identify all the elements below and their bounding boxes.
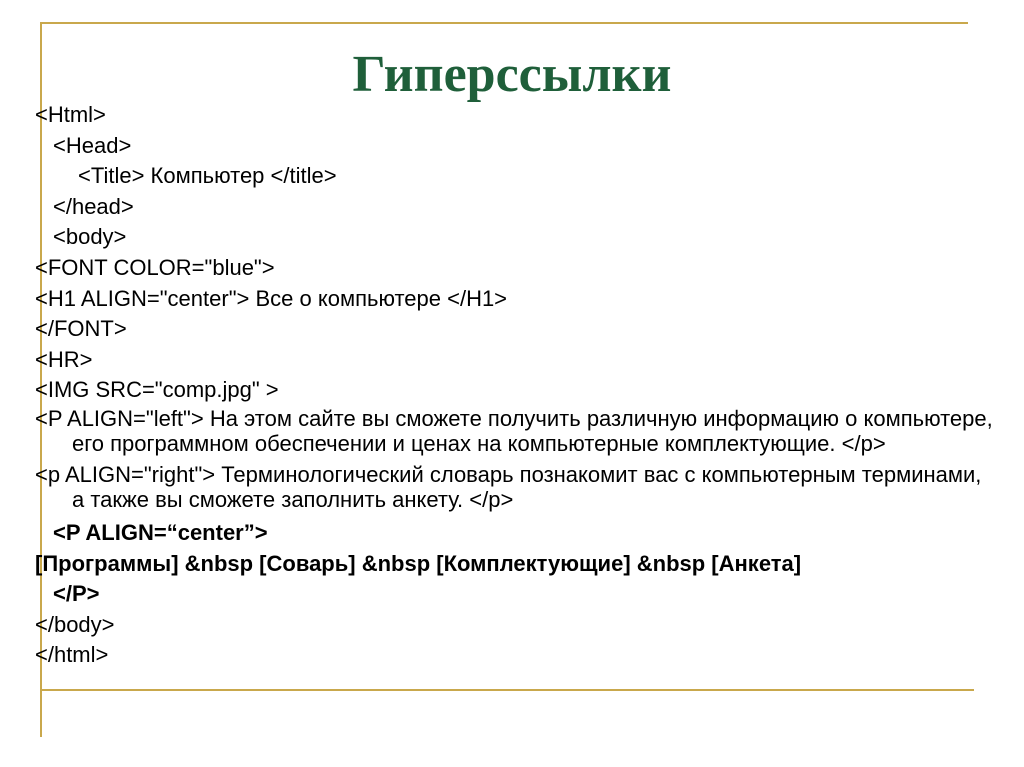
- code-line-body-close: </body>: [35, 611, 115, 637]
- code-line-paragraph-center-close: </P>: [53, 581, 100, 607]
- code-line-head-open: <Head>: [53, 132, 132, 158]
- code-line-html-close: </html>: [35, 642, 109, 668]
- code-line-body-open: <body>: [53, 224, 127, 250]
- code-line-html-open: <Html>: [35, 102, 106, 127]
- code-line-font-close: </FONT>: [35, 316, 127, 342]
- code-line-img: <IMG SRC="comp.jpg" >: [35, 377, 279, 403]
- slide-frame-top-line: [40, 22, 968, 24]
- code-line-head-close: </head>: [53, 193, 134, 219]
- code-line-links: [Программы] &nbsp [Соварь] &nbsp [Комплектующие] &nbsp [Анкета]: [35, 550, 802, 576]
- code-line-paragraph-center-open: <P ALIGN=“center”>: [53, 519, 268, 545]
- code-line-paragraph-right: <p ALIGN="right"> Терминологический словарь познакомит вас с компьютерным терминами, а также вы сможете заполнить анкету. </p>: [35, 461, 982, 513]
- code-line-font-open: <FONT COLOR="blue">: [35, 254, 275, 280]
- code-line-paragraph-left: <P ALIGN="left"> На этом сайте вы сможете получить различную информацию о компьютере, его программном обеспечении и ценах на компьютерные комплектующие. </p>: [35, 405, 993, 457]
- code-line-title: <Title> Компьютер </title>: [78, 163, 337, 189]
- slide-frame-bottom-line: [40, 689, 974, 691]
- code-line-h1: <H1 ALIGN="center"> Все о компьютере </H1>: [35, 285, 508, 311]
- html-code-listing: [35, 100, 995, 671]
- code-line-hr: <HR>: [35, 346, 93, 372]
- slide-title: Гиперссылки: [352, 46, 672, 103]
